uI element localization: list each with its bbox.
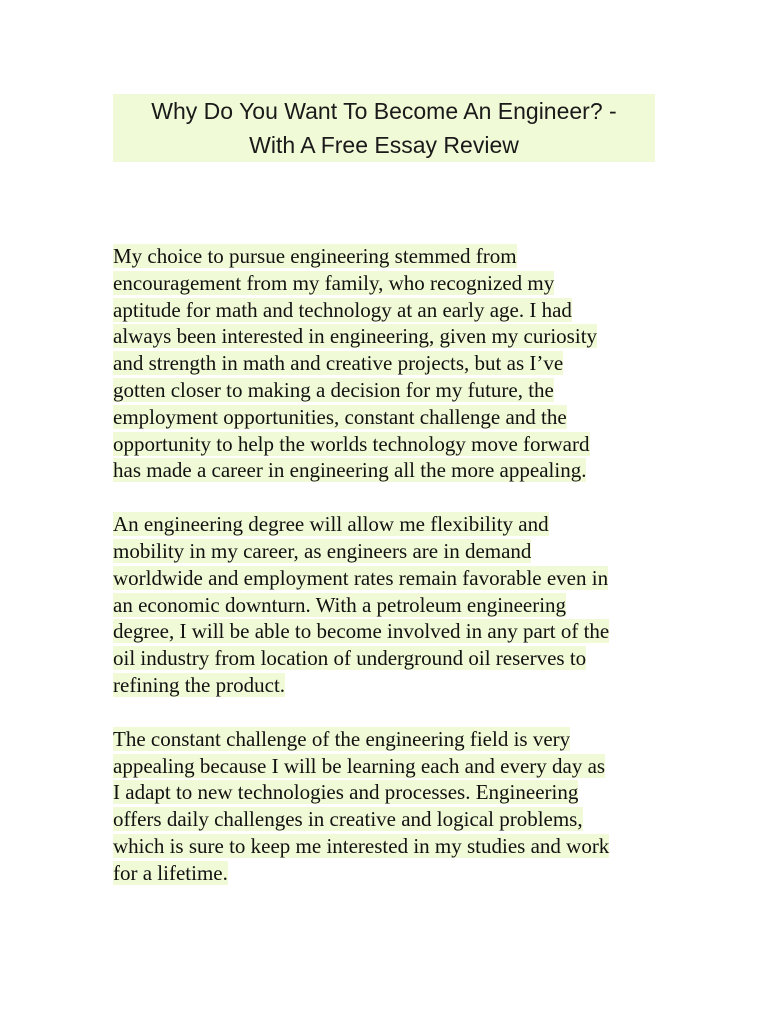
- text-line: [113, 753, 673, 780]
- paragraph-1: [113, 243, 673, 484]
- paragraph-2: [113, 511, 673, 699]
- text-line: [113, 860, 673, 887]
- text-line: [113, 833, 673, 860]
- text-line: [113, 592, 673, 619]
- text-line: [113, 297, 673, 324]
- text-line-content: for a lifetime.: [113, 860, 228, 885]
- text-line: [113, 806, 673, 833]
- page-title-line-2: With A Free Essay Review: [249, 132, 519, 158]
- text-line-content: which is sure to keep me interested in my studies and work: [113, 833, 610, 858]
- text-line-content: an economic downturn. With a petroleum engineering: [113, 592, 567, 617]
- text-line: [113, 726, 673, 753]
- text-line-content: I adapt to new technologies and processes. Engineering: [113, 780, 579, 805]
- text-line: [113, 538, 673, 565]
- page-title-line-1: Why Do You Want To Become An Engineer? -: [151, 98, 617, 124]
- text-line-content: mobility in my career, as engineers are in demand: [113, 538, 532, 563]
- text-line: [113, 779, 673, 806]
- text-line-content: An engineering degree will allow me flexibility and: [113, 512, 549, 537]
- text-line-content: offers daily challenges in creative and logical problems,: [113, 807, 583, 832]
- text-line: [113, 270, 673, 297]
- text-line: [113, 350, 673, 377]
- text-line-content: worldwide and employment rates remain favorable even in: [113, 565, 609, 590]
- text-line-content: refining the product.: [113, 672, 286, 697]
- text-line-content: has made a career in engineering all the more appealing.: [113, 458, 587, 483]
- text-line: [113, 618, 673, 645]
- text-line-content: gotten closer to making a decision for my future, the: [113, 377, 554, 402]
- text-line-content: oil industry from location of underground oil reserves to: [113, 646, 587, 671]
- text-line-content: encouragement from my family, who recognized my: [113, 270, 555, 295]
- text-line: [113, 404, 673, 431]
- text-line: [113, 457, 673, 484]
- text-line-content: aptitude for math and technology at an early age. I had: [113, 297, 572, 322]
- text-line: [113, 377, 673, 404]
- text-line-content: appealing because I will be learning each and every day as: [113, 753, 606, 778]
- text-line-content: and strength in math and creative projects, but as I’ve: [113, 351, 564, 376]
- text-line: [113, 565, 673, 592]
- text-line-content: The constant challenge of the engineering field is very: [113, 726, 571, 751]
- text-line: [113, 243, 673, 270]
- paragraph-3: [113, 726, 673, 887]
- essay-body: [113, 243, 673, 914]
- text-line: [113, 511, 673, 538]
- text-line: [113, 645, 673, 672]
- text-line-content: degree, I will be able to become involved in any part of the: [113, 619, 610, 644]
- text-line: [113, 672, 673, 699]
- text-line-content: employment opportunities, constant challenge and the: [113, 404, 567, 429]
- title-box: [113, 94, 655, 162]
- text-line: [113, 323, 673, 350]
- text-line-content: My choice to pursue engineering stemmed from: [113, 244, 517, 268]
- text-line: [113, 431, 673, 458]
- text-line-content: opportunity to help the worlds technology move forward: [113, 431, 590, 456]
- text-line-content: always been interested in engineering, given my curiosity: [113, 324, 598, 349]
